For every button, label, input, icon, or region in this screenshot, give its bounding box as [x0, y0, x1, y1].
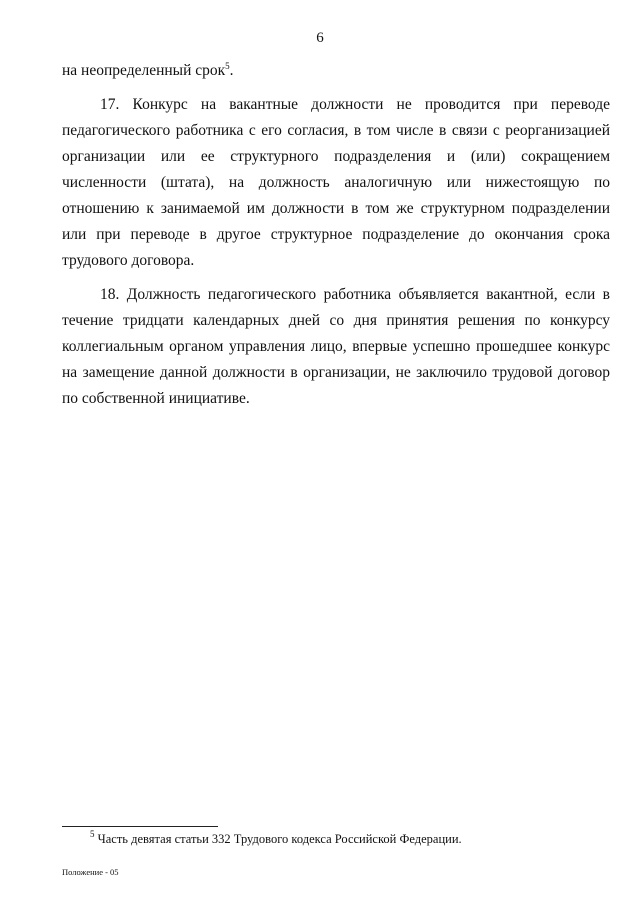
continuation-end: .: [229, 62, 234, 79]
body-text: [62, 58, 610, 420]
continuation-text: на неопределенный срок: [62, 62, 226, 79]
footnote-text: Часть девятая статьи 332 Трудового кодекса Российской Федерации.: [94, 832, 462, 846]
paragraph-17: 17. Конкурс на вакантные должности не проводится при переводе педагогического работника с его согласия, в том числе в связи с реорганизацией организации или ее структурного подразделения и (или) сокращением численности (штата), на должность аналогичную или нижестоящую по отношению к занимаемой им должности в том же структурном подразделении или при переводе в другое структурное подразделение до окончания срока трудового договора.: [62, 96, 610, 269]
footnote-marker: 5: [90, 829, 95, 839]
footer-code: Положение - 05: [62, 867, 119, 877]
footnote: [90, 831, 610, 847]
footnote-reference: 5: [225, 61, 230, 71]
page-number: 6: [316, 30, 324, 46]
paragraph-continuation: [62, 58, 610, 84]
footnote-divider: [62, 826, 218, 827]
paragraph-18: 18. Должность педагогического работника объявляется вакантной, если в течение тридцати календарных дней со дня принятия решения по конкурсу коллегиальным органом управления лицо, впервые успешно прошедшее конкурс на замещение данной должности в организации, не заключило трудовой договор по собственной инициативе.: [62, 286, 610, 407]
